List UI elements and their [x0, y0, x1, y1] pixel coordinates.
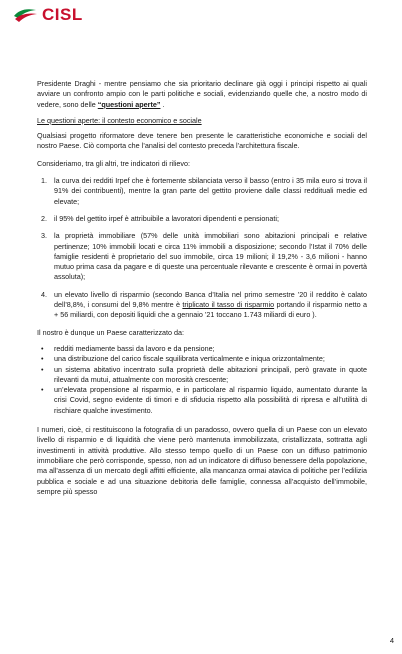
list-item: 3. la proprietà immobiliare (57% delle unità immobiliari sono abitazioni principali e relative pertinenze; 10% immobili locati e circa 11% immobili a disposizione; secondo l’Istat il 70% delle famiglie residenti è proprietario del suo immobile, circa 19 milioni; il 19,2% - 3,6 milioni - hanno mutuo prima casa da pagare e di queste una percentuale rilevante e crescente è ormai in povertà assoluta); [41, 231, 367, 282]
list-item: 4. un elevato livello di risparmio (secondo Banca d’Italia nel primo semestre ’20 il reddito è calato dell’8,8%, i consumi del 9,8% mentre è triplicato il tasso di risparmio portando il risparmio netto a + 56 miliardi, con depositi liquidi che a gennaio ’21 toccano 1.743 miliardi di euro ). [41, 289, 367, 320]
list-item: • un sistema abitativo incentrato sulla proprietà delle abitazioni principali, però gravate in quote rilevanti da mutui, attualmente con morosità crescente; [41, 364, 367, 384]
indicators-intro: Consideriamo, tra gli altri, tre indicatori di rilievo: [37, 158, 190, 168]
bullet-icon: • [41, 354, 44, 364]
document-body [37, 79, 367, 497]
underlined-phrase: triplicato il tasso di risparmio [182, 300, 275, 310]
bullet-icon: • [41, 385, 44, 395]
intro-paragraph: Presidente Draghi - mentre pensiamo che sia prioritario declinare già oggi i principi rispetto ai quali avviare un confronto ampio con le parti politiche e sociali, evidenziando quelle che, a nostro modo di vedere, sono delle “questioni aperte” . [37, 79, 367, 109]
country-paragraph: Il nostro è dunque un Paese caratterizzato da: [37, 327, 185, 337]
cisl-logo-icon [12, 5, 38, 25]
characteristics-list [37, 344, 367, 416]
list-item: • una distribuzione del carico fiscale squilibrata verticalmente e iniqua orizzontalmente; [41, 354, 325, 364]
bullet-icon: • [41, 343, 44, 353]
questioni-aperte-link[interactable]: “questioni aperte” [97, 99, 161, 109]
indicators-list [37, 176, 367, 321]
list-item: • un’elevata propensione al risparmio, e in particolare al risparmio liquido, aumentato durante la crisi Covid, segno evidente di timori e di sfiducia rispetto alla possibilità di ripresa e all’utilità di rischiare qualche investimento. [41, 385, 367, 415]
list-item: 2. il 95% del gettito irpef è attribuibile a lavoratori dipendenti e pensionati; [41, 213, 279, 223]
closing-paragraph: I numeri, cioè, ci restituiscono la fotografia di un paradosso, ovvero quella di un Paese con un elevato livello di risparmio e di liquidità che viene però mantenuta immobilizzata, cristallizzata, sottratta agli investimenti in attività produttive. Allo stesso tempo quello di un Paese con un diffuso patrimonio immobiliare che però corrisponde, spesso, non ad un indicatore di diffuso benessere della popolazione, ma all’assenza di un mercato degli affitti efficiente, alla mancanza ormai atavica di politiche per l’edilizia pubblica e sociale e ad una situazione debitoria delle famiglie, connessa all’acquisto dell’immobile, sempre più spesso [37, 425, 367, 496]
list-item: 1. la curva dei redditi Irpef che è fortemente sbilanciata verso il basso (entro i 35 mila euro si trova il 91% dei contribuenti), mentre la gran parte del gettito proviene dalle classi reddituali medie ed elevate; [41, 176, 367, 206]
bullet-icon: • [41, 364, 44, 374]
page-number: 4 [389, 636, 394, 645]
cisl-logo [12, 4, 83, 26]
section-heading: Le questioni aperte: il contesto economico e sociale [37, 115, 202, 125]
logo-text: CISL [42, 5, 83, 24]
list-item: • redditi mediamente bassi da lavoro e da pensione; [41, 343, 215, 353]
context-paragraph: Qualsiasi progetto riformatore deve tenere ben presente le caratteristiche economiche e sociali del nostro Paese. Ciò comporta che l’analisi del contesto preceda l’architettura fiscale. [37, 131, 367, 151]
